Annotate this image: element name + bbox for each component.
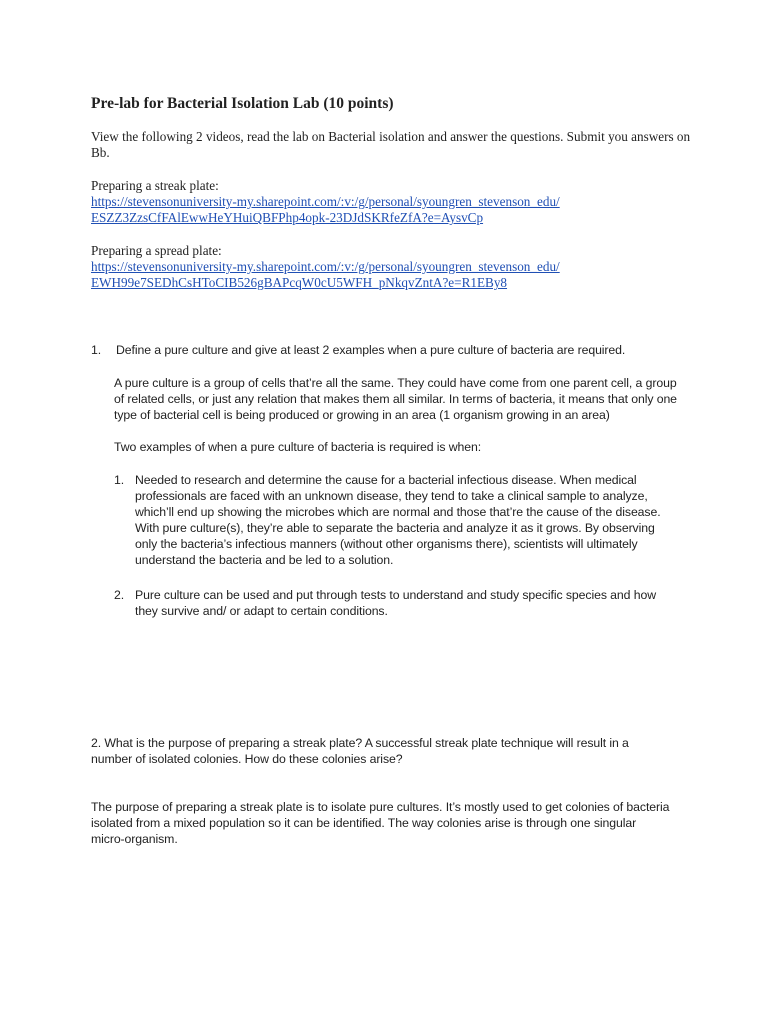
streak-plate-video-label: Preparing a streak plate: (91, 178, 219, 193)
example-2-text: Pure culture can be used and put through tests to understand and study specific species and how they survive and/ or adapt to certain conditions. (135, 588, 656, 618)
example-1-text: Needed to research and determine the cause for a bacterial infectious disease. When medical professionals are faced with an unknown disease, they tend to take a clinical sample to analyze, which’ll end up showing the microbes which are normal and those that’re the cause of the disease. With pure culture(s), they’re able to separate the bacteria and analyze it as it grows. By observing only the bacteria’s infectious manners (without other organisms there), scientists will ultimately understand the bacteria and be led to a solution. (135, 473, 661, 567)
example-2-number: 2. (114, 588, 125, 602)
spread-plate-video-label: Preparing a spread plate: (91, 243, 222, 258)
spread-plate-link-line1: https://stevensonuniversity-my.sharepoint.com/:v:/g/personal/syoungren_stevenson_edu/ (91, 259, 560, 274)
spread-plate-video-block (91, 243, 711, 291)
question-1-number: 1. (91, 343, 102, 357)
page-title: Pre-lab for Bacterial Isolation Lab (10 points) (91, 95, 394, 112)
streak-plate-video-block (91, 178, 711, 226)
spread-plate-link-line2: EWH99e7SEDhCsHToCIB526gBAPcqW0cU5WFH_pNkqvZntA?e=R1EBy8 (91, 275, 508, 290)
question-1-examples-intro: Two examples of when a pure culture of bacteria is required is when: (114, 440, 482, 454)
streak-plate-video-link[interactable] (91, 194, 711, 226)
question-1-answer: A pure culture is a group of cells that’re all the same. They could have come from one parent cell, a group of related cells, or just any relation that makes them all similar. In terms of bacteria, it means that only one type of bacterial cell is being produced or growing in an area (1 organism growing in an area) (114, 376, 677, 422)
example-1-number: 1. (114, 473, 125, 487)
question-2-answer: The purpose of preparing a streak plate is to isolate pure cultures. It’s mostly used to get colonies of bacteria isolated from a mixed population so it can be identified. The way colonies arise is through one singular micro-organism. (91, 800, 670, 846)
streak-plate-link-line1: https://stevensonuniversity-my.sharepoint.com/:v:/g/personal/syoungren_stevenson_edu/ (91, 194, 560, 209)
intro-paragraph: View the following 2 videos, read the lab on Bacterial isolation and answer the questions. Submit you answers on Bb. (91, 129, 691, 160)
question-1-text: Define a pure culture and give at least 2 examples when a pure culture of bacteria are required. (116, 343, 626, 357)
question-2: 2. What is the purpose of preparing a streak plate? A successful streak plate technique will result in a number of isolated colonies. How do these colonies arise? (91, 736, 629, 766)
streak-plate-link-line2: ESZZ3ZzsCfFAlEwwHeYHuiQBFPhp4opk-23DJdSKRfeZfA?e=AysvCp (91, 210, 484, 225)
question-1 (91, 342, 625, 358)
spread-plate-video-link[interactable] (91, 259, 711, 291)
